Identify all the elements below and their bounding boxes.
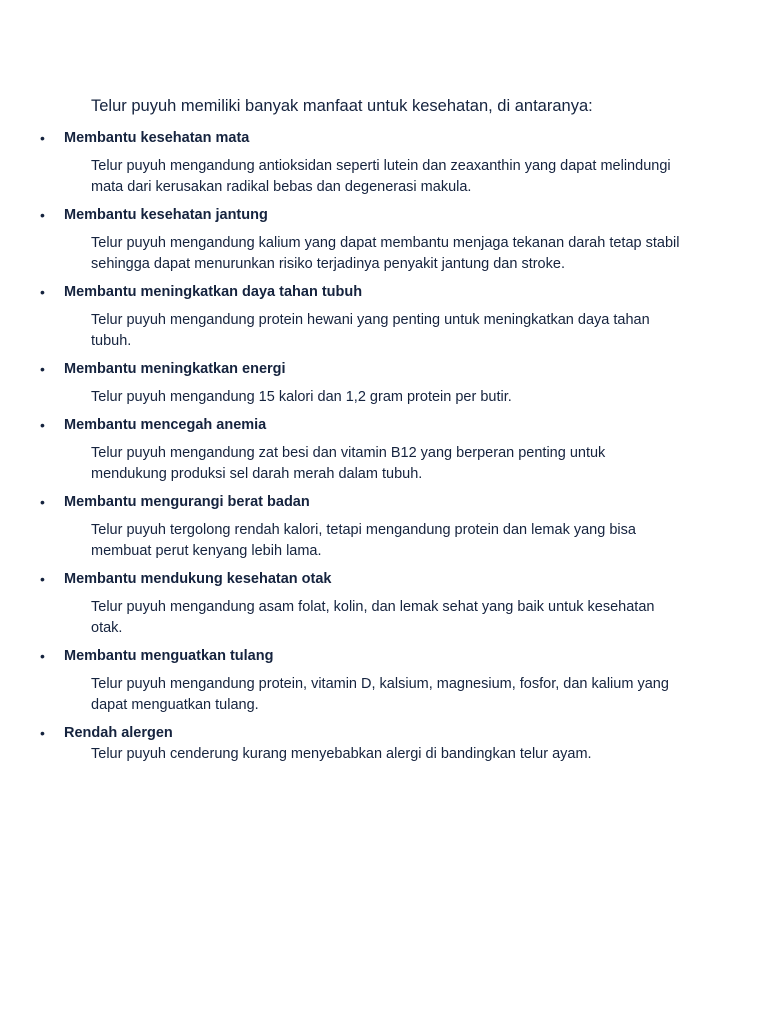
list-item <box>0 415 768 485</box>
bullet-icon: • <box>40 648 45 664</box>
list-item <box>0 128 768 198</box>
item-heading: Membantu kesehatan jantung <box>64 207 268 223</box>
benefits-list <box>0 128 768 772</box>
item-description: Telur puyuh mengandung protein hewani yang penting untuk meningkatkan daya tahan tubuh. <box>91 312 650 349</box>
item-description: Telur puyuh cenderung kurang menyebabkan alergi di bandingkan telur ayam. <box>91 746 592 762</box>
item-heading: Membantu menguatkan tulang <box>64 648 274 664</box>
item-heading: Membantu kesehatan mata <box>64 130 250 146</box>
bullet-icon: • <box>40 361 45 377</box>
bullet-icon: • <box>40 284 45 300</box>
item-description: Telur puyuh mengandung kalium yang dapat membantu menjaga tekanan darah tetap stabil sehingga dapat menurunkan risiko terjadinya penyakit jantung dan stroke. <box>91 235 680 272</box>
list-item <box>0 282 768 352</box>
list-item <box>0 646 768 716</box>
item-heading: Membantu meningkatkan daya tahan tubuh <box>64 284 363 300</box>
item-description: Telur puyuh tergolong rendah kalori, tetapi mengandung protein dan lemak yang bisa membuat perut kenyang lebih lama. <box>91 522 636 559</box>
bullet-icon: • <box>40 207 45 223</box>
bullet-icon: • <box>40 494 45 510</box>
item-description: Telur puyuh mengandung zat besi dan vitamin B12 yang berperan penting untuk mendukung produksi sel darah merah dalam tubuh. <box>91 445 606 482</box>
item-description: Telur puyuh mengandung antioksidan seperti lutein dan zeaxanthin yang dapat melindungi mata dari kerusakan radikal bebas dan degenerasi makula. <box>91 158 671 195</box>
item-heading: Membantu meningkatkan energi <box>64 361 286 377</box>
bullet-icon: • <box>40 130 45 146</box>
item-description: Telur puyuh mengandung asam folat, kolin, dan lemak sehat yang baik untuk kesehatan otak. <box>91 599 655 636</box>
item-description: Telur puyuh mengandung 15 kalori dan 1,2 gram protein per butir. <box>91 389 512 405</box>
list-item <box>0 359 768 408</box>
list-item <box>0 205 768 275</box>
item-heading: Membantu mengurangi berat badan <box>64 494 310 510</box>
bullet-icon: • <box>40 725 45 741</box>
list-item <box>0 723 768 765</box>
list-item <box>0 492 768 562</box>
item-heading: Membantu mendukung kesehatan otak <box>64 571 332 587</box>
item-heading: Membantu mencegah anemia <box>64 417 267 433</box>
item-description: Telur puyuh mengandung protein, vitamin D, kalsium, magnesium, fosfor, dan kalium yang dapat menguatkan tulang. <box>91 676 669 713</box>
item-heading: Rendah alergen <box>64 725 173 741</box>
bullet-icon: • <box>40 571 45 587</box>
list-item <box>0 569 768 639</box>
intro-text: Telur puyuh memiliki banyak manfaat untuk kesehatan, di antaranya: <box>91 97 593 115</box>
bullet-icon: • <box>40 417 45 433</box>
